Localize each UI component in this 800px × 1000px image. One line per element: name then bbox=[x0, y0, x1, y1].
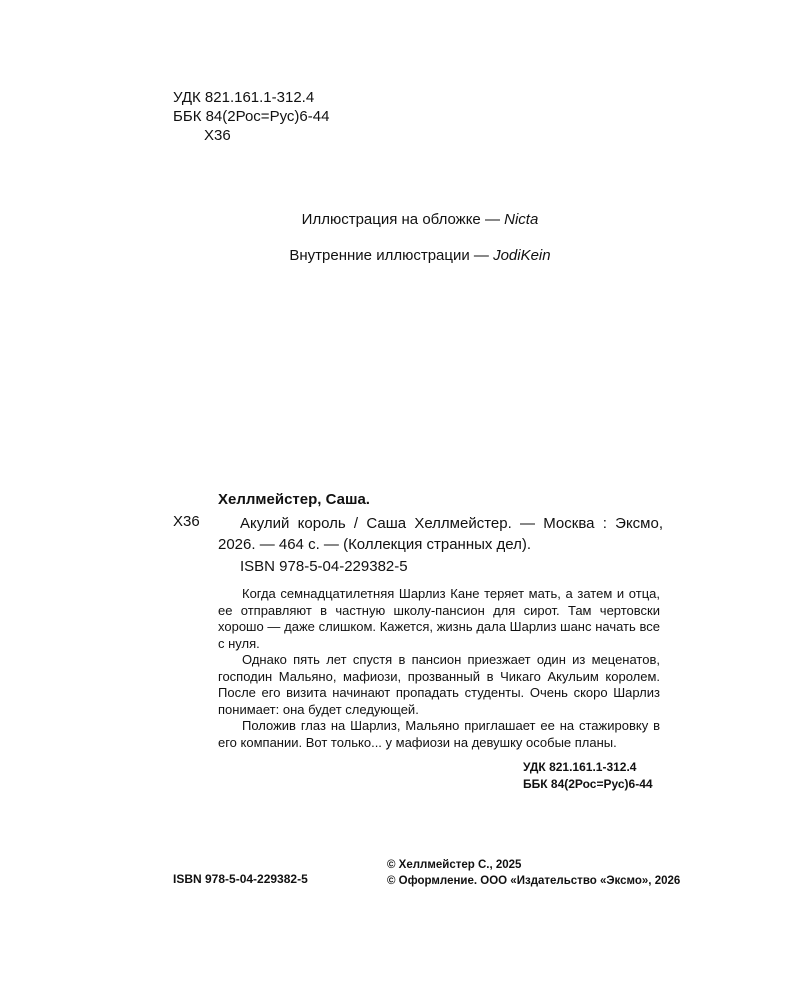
inner-illustration-credit bbox=[0, 247, 800, 264]
bbk-code: ББК 84(2Рос=Рус)6-44 bbox=[173, 108, 330, 125]
copyright-block bbox=[387, 857, 680, 889]
inner-artist: JodiKein bbox=[493, 247, 551, 264]
cover-artist: Nicta bbox=[504, 211, 539, 228]
cover-illustration-credit bbox=[0, 211, 800, 228]
udk-code: УДК 821.161.1-312.4 bbox=[173, 89, 315, 106]
author-mark: Х36 bbox=[204, 127, 231, 144]
udk-code-bottom: УДК 821.161.1-312.4 bbox=[523, 760, 637, 774]
copyright-author: © Хеллмейстер С., 2025 bbox=[387, 859, 522, 871]
cover-credit-label: Иллюстрация на обложке — bbox=[301, 211, 505, 228]
classification-codes-top bbox=[173, 88, 329, 145]
bibliographic-description: Акулий король / Саша Хеллмейстер. — Москва : Эксмо, 2026. — 464 с. — (Коллекция странных дел). bbox=[218, 515, 663, 553]
classification-codes-bottom bbox=[523, 759, 653, 793]
copyright-design: © Оформление. ООО «Издательство «Эксмо», 2026 bbox=[387, 875, 681, 887]
annotation bbox=[218, 586, 660, 751]
inner-credit-label: Внутренние иллюстрации — bbox=[289, 247, 494, 264]
catalog-author-heading: Хеллмейстер, Саша. bbox=[218, 491, 370, 508]
catalog-isbn: ISBN 978-5-04-229382-5 bbox=[240, 558, 408, 575]
annotation-paragraph: Однако пять лет спустя в пансион приезжает один из меценатов, господин Мальяно, мафиози, прозванный в Чикаго Акульим королем. После его визита начинают пропадать студенты. Очень скоро Шарлиз понимает: она будет следующей. bbox=[218, 652, 660, 717]
annotation-paragraph: Когда семнадцатилетняя Шарлиз Кане теряет мать, а затем и отца, ее отправляют в частную школу-пансион для сирот. Там чертовски хорошо — даже слишком. Кажется, жизнь дала Шарлиз шанс начать все с нуля. bbox=[218, 586, 660, 651]
bbk-code-bottom: ББК 84(2Рос=Рус)6-44 bbox=[523, 777, 653, 791]
annotation-paragraph: Положив глаз на Шарлиз, Мальяно приглашает ее на стажировку в его компании. Вот только... у мафиози на девушку особые планы. bbox=[218, 718, 660, 750]
catalog-author-mark: Х36 bbox=[173, 513, 200, 530]
footer-isbn: ISBN 978-5-04-229382-5 bbox=[173, 872, 308, 886]
